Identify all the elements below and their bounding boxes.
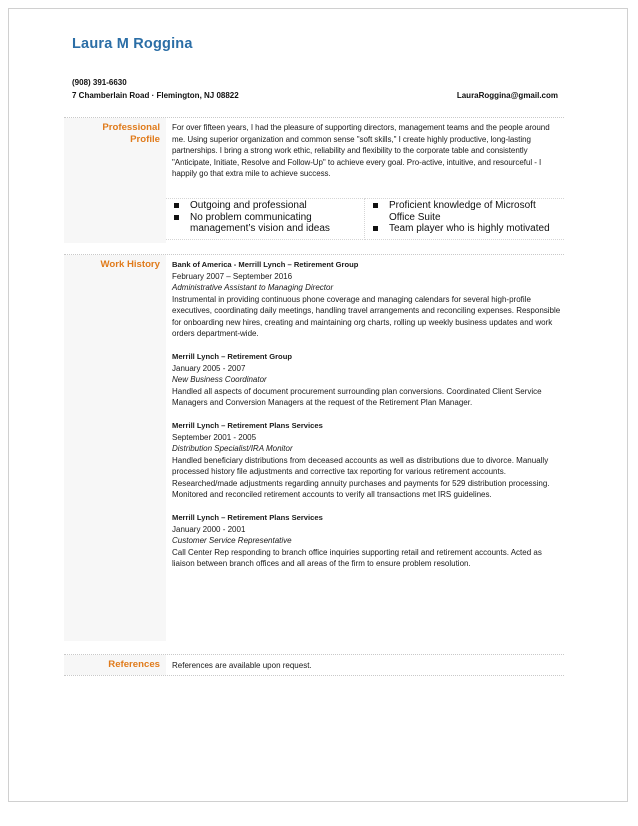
job-entry: [172, 351, 564, 409]
bullet-icon: [174, 203, 179, 208]
job-role: New Business Coordinator: [172, 375, 267, 384]
profile-section: [64, 117, 564, 243]
bullet-icon: [373, 226, 378, 231]
job-title: Bank of America - Merrill Lynch – Retirement Group: [172, 260, 359, 269]
job-role: Administrative Assistant to Managing Director: [172, 283, 334, 292]
job-description: Handled all aspects of document procurement surrounding plan conversions. Coordinated Client Service Managers and Conversion Managers at the request of the Retirement Plan Manager.: [172, 386, 542, 407]
job-title: Merrill Lynch – Retirement Group: [172, 352, 292, 361]
job-role: Customer Service Representative: [172, 536, 292, 545]
skill-item: [166, 200, 364, 212]
skills-bullets: [166, 198, 564, 240]
job-title: Merrill Lynch – Retirement Plans Services: [172, 513, 323, 522]
skill-item: [365, 200, 564, 223]
job-dates: January 2005 - 2007: [172, 363, 246, 373]
skills-column-left: [166, 198, 365, 240]
label-column: [64, 118, 166, 243]
skill-item: [365, 223, 564, 235]
work-history-content: [172, 259, 564, 581]
work-history-section: [64, 254, 564, 641]
bullet-icon: [174, 215, 179, 220]
label-column: [64, 255, 166, 641]
job-description: Instrumental in providing continuous phone coverage and managing calendars for several high-profile executives, coordinating daily meetings, handling travel arrangements and reconciling expenses. Responsible for onboarding new hires, creating and maintaining org charts, rolling up weekly business updates and work orders department-wide.: [172, 294, 561, 338]
phone-number: (908) 391-6630: [72, 78, 127, 87]
label-column: [64, 655, 166, 675]
section-label-line: Professional: [102, 122, 160, 133]
job-role: Distribution Specialist/IRA Monitor: [172, 444, 293, 453]
resume-name: Laura M Roggina: [72, 36, 193, 52]
job-dates: February 2007 – September 2016: [172, 271, 293, 281]
skill-text: Proficient knowledge of Microsoft Office Suite: [389, 200, 536, 223]
bullet-icon: [373, 203, 378, 208]
section-label-work: Work History: [100, 259, 160, 270]
skills-column-right: [365, 198, 564, 240]
email-address: LauraRoggina@gmail.com: [456, 91, 558, 100]
skill-text: Outgoing and professional: [190, 200, 307, 211]
job-entry: [172, 512, 564, 570]
skill-text: Team player who is highly motivated: [389, 223, 550, 234]
address: 7 Chamberlain Road · Flemington, NJ 08822: [72, 91, 239, 100]
job-dates: September 2001 - 2005: [172, 432, 257, 442]
job-entry: [172, 420, 564, 501]
section-label-profile: [102, 122, 160, 146]
job-dates: January 2000 - 2001: [172, 524, 246, 534]
job-description: Handled beneficiary distributions from deceased accounts as well as distributions due to divorce. Manually processed history file adjustments and corrective tax reporting for various retirement accounts. Researched/made adjustments regarding annuity purchases and payments for 529 distribution processing. Monitored and reconciled retirement accounts to verify all transactions met IRS guidelines.: [172, 455, 550, 499]
profile-text: For over fifteen years, I had the pleasure of supporting directors, management teams and the people around me. Using superior organization and common sense "soft skills," I create highly productive, long-lasting partnerships. I bring a strong work ethic, reliability and flexibility to the corporate table and consistently "Anticipate, Initiate, Resolve and Follow-Up" to achieve every goal. Pro-active, intuitive, and resourceful - I happily go that extra mile to achieve success.: [172, 123, 550, 178]
job-entry: [172, 259, 564, 340]
skill-text: No problem communicating management’s vision and ideas: [190, 211, 330, 234]
job-description: Call Center Rep responding to branch office inquiries supporting retail and retirement accounts. Acted as liaison between branch offices and all areas of the firm to ensure problem resolution.: [172, 547, 542, 568]
section-label-references: References: [108, 659, 160, 670]
references-text: References are available upon request.: [172, 661, 312, 670]
section-label-line: Profile: [130, 134, 160, 145]
job-title: Merrill Lynch – Retirement Plans Services: [172, 421, 323, 430]
references-section: [64, 654, 564, 676]
skill-item: [166, 212, 364, 235]
